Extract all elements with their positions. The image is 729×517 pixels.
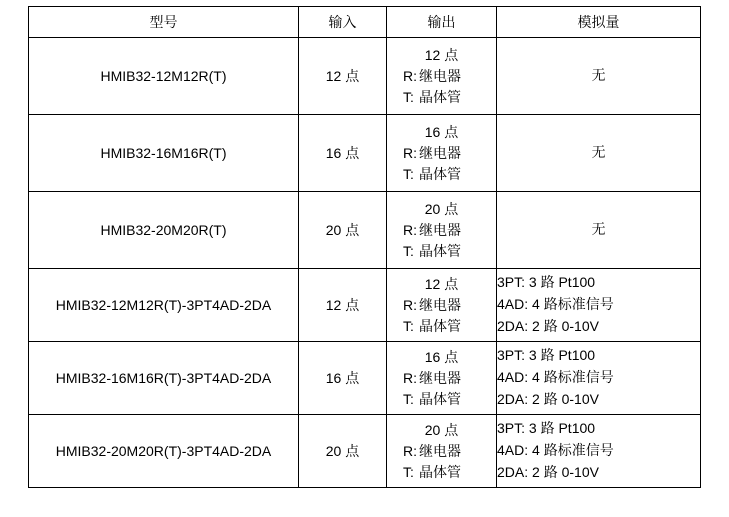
- output-transistor: [387, 316, 496, 337]
- cell-output: [387, 192, 497, 269]
- cell-output: [387, 342, 497, 415]
- cell-analog: [497, 269, 701, 342]
- output-transistor-value: 晶体管: [419, 88, 461, 105]
- cell-model: HMIB32-16M16R(T): [29, 115, 299, 192]
- output-relay: [387, 441, 496, 462]
- output-points: 16 点: [424, 348, 459, 365]
- cell-analog: [497, 415, 701, 488]
- output-points: 12 点: [424, 275, 459, 292]
- analog-line-ad: 4AD: 4 路标准信号: [497, 442, 614, 459]
- product-spec-table: [28, 6, 701, 488]
- header-model: 型号: [29, 7, 299, 38]
- output-points: 20 点: [424, 200, 459, 217]
- output-points: 16 点: [424, 123, 459, 140]
- output-points: 20 点: [424, 421, 459, 438]
- table-header: [29, 7, 701, 38]
- cell-analog: 无: [497, 38, 701, 115]
- output-transistor-key: T:: [403, 390, 414, 407]
- table-row: [29, 38, 701, 115]
- cell-input: 16 点: [299, 115, 387, 192]
- cell-output: [387, 415, 497, 488]
- output-points: 12 点: [424, 46, 459, 63]
- output-transistor-value: 晶体管: [419, 317, 461, 334]
- table-header-row: [29, 7, 701, 38]
- output-relay: [387, 143, 496, 164]
- output-relay-value: 继电器: [419, 67, 461, 84]
- output-transistor-key: T:: [403, 463, 414, 480]
- cell-output: [387, 38, 497, 115]
- cell-model: HMIB32-20M20R(T)-3PT4AD-2DA: [29, 415, 299, 488]
- output-relay: [387, 220, 496, 241]
- cell-input: 12 点: [299, 269, 387, 342]
- table-row: [29, 192, 701, 269]
- header-input: 输入: [299, 7, 387, 38]
- output-relay-value: 继电器: [419, 442, 461, 459]
- output-transistor-key: T:: [403, 242, 414, 259]
- output-transistor-key: T:: [403, 317, 414, 334]
- analog-line-da: 2DA: 2 路 0-10V: [497, 463, 599, 480]
- output-relay-value: 继电器: [419, 369, 461, 386]
- output-relay: [387, 295, 496, 316]
- table-body: [29, 38, 701, 488]
- table-row: [29, 115, 701, 192]
- output-relay-key: R:: [403, 369, 417, 386]
- output-transistor: [387, 462, 496, 483]
- output-relay-key: R:: [403, 67, 417, 84]
- output-transistor-value: 晶体管: [419, 242, 461, 259]
- output-relay-key: R:: [403, 144, 417, 161]
- output-relay-value: 继电器: [419, 296, 461, 313]
- table-row: [29, 415, 701, 488]
- cell-input: 16 点: [299, 342, 387, 415]
- output-relay-value: 继电器: [419, 144, 461, 161]
- cell-input: 20 点: [299, 415, 387, 488]
- analog-line-pt: 3PT: 3 路 Pt100: [497, 420, 596, 437]
- header-output: 输出: [387, 7, 497, 38]
- table-row: [29, 269, 701, 342]
- cell-output: [387, 269, 497, 342]
- analog-line-da: 2DA: 2 路 0-10V: [497, 390, 599, 407]
- output-transistor: [387, 241, 496, 262]
- output-relay-value: 继电器: [419, 221, 461, 238]
- analog-line-pt: 3PT: 3 路 Pt100: [497, 274, 596, 291]
- cell-output: [387, 115, 497, 192]
- output-transistor: [387, 87, 496, 108]
- output-transistor-value: 晶体管: [419, 390, 461, 407]
- analog-line-da: 2DA: 2 路 0-10V: [497, 317, 599, 334]
- output-relay-key: R:: [403, 296, 417, 313]
- output-transistor: [387, 389, 496, 410]
- cell-analog: 无: [497, 115, 701, 192]
- cell-model: HMIB32-20M20R(T): [29, 192, 299, 269]
- analog-line-pt: 3PT: 3 路 Pt100: [497, 347, 596, 364]
- output-relay: [387, 66, 496, 87]
- output-transistor-value: 晶体管: [419, 463, 461, 480]
- output-relay-key: R:: [403, 442, 417, 459]
- cell-model: HMIB32-12M12R(T)-3PT4AD-2DA: [29, 269, 299, 342]
- analog-line-ad: 4AD: 4 路标准信号: [497, 369, 614, 386]
- cell-input: 20 点: [299, 192, 387, 269]
- output-transistor-key: T:: [403, 165, 414, 182]
- output-relay: [387, 368, 496, 389]
- analog-line-ad: 4AD: 4 路标准信号: [497, 296, 614, 313]
- output-transistor-value: 晶体管: [419, 165, 461, 182]
- header-analog: 模拟量: [497, 7, 701, 38]
- output-transistor-key: T:: [403, 88, 414, 105]
- cell-analog: 无: [497, 192, 701, 269]
- cell-model: HMIB32-12M12R(T): [29, 38, 299, 115]
- cell-analog: [497, 342, 701, 415]
- cell-input: 12 点: [299, 38, 387, 115]
- table-row: [29, 342, 701, 415]
- cell-model: HMIB32-16M16R(T)-3PT4AD-2DA: [29, 342, 299, 415]
- output-relay-key: R:: [403, 221, 417, 238]
- output-transistor: [387, 164, 496, 185]
